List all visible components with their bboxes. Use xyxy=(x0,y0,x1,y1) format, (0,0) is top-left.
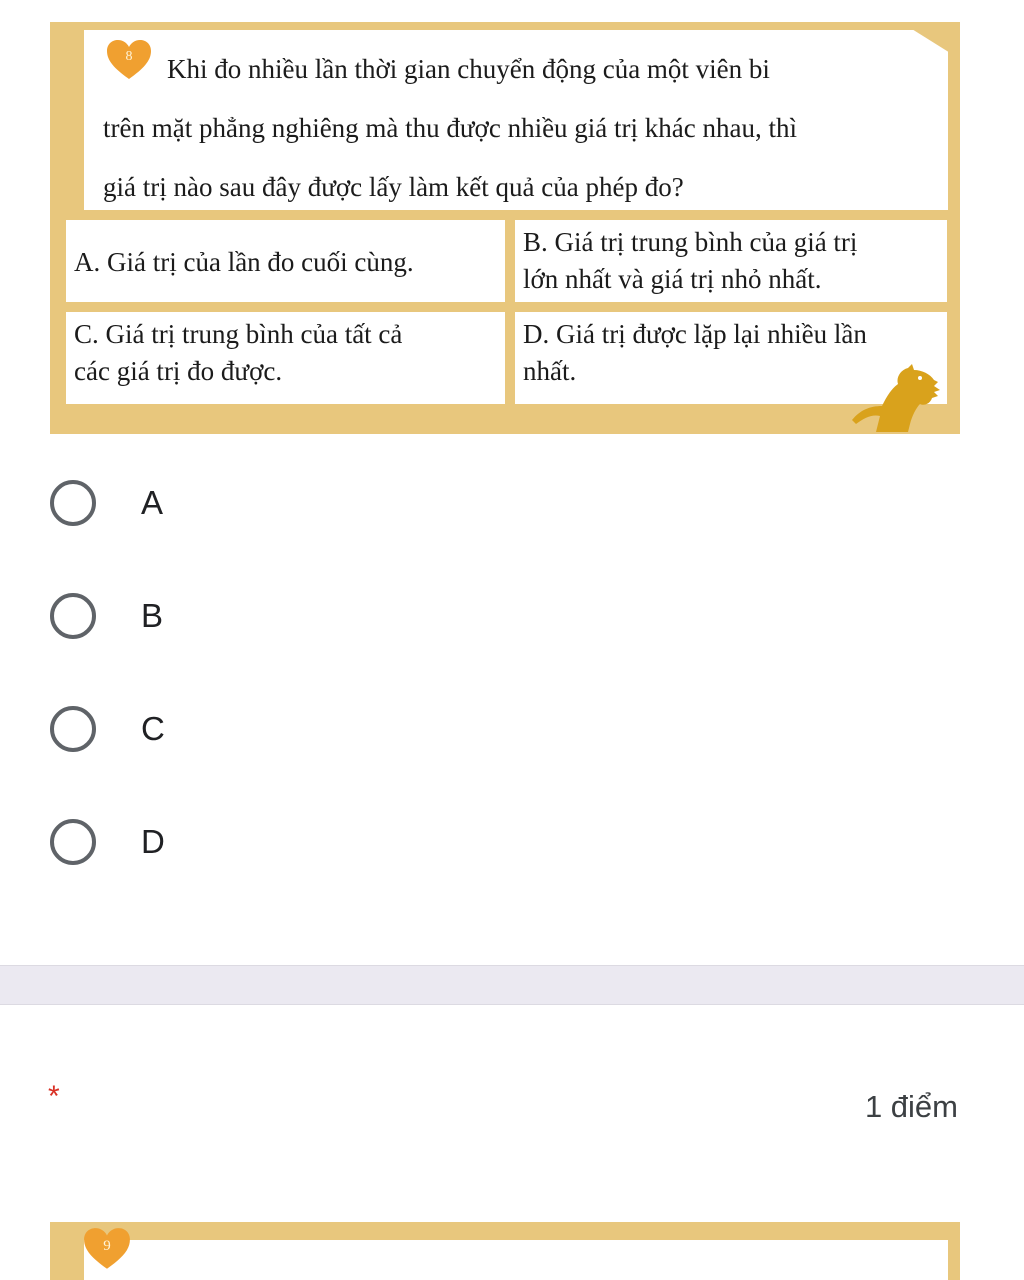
question-image xyxy=(50,22,960,434)
option-c-text: các giá trị đo được. xyxy=(74,356,283,386)
next-question-image xyxy=(50,1222,960,1280)
choice-d[interactable] xyxy=(50,819,450,875)
points-label: 1 điểm xyxy=(864,1089,958,1124)
radio-button-b[interactable] xyxy=(50,593,96,639)
horse-icon xyxy=(846,364,942,434)
card-separator xyxy=(0,965,1024,1005)
option-c-text: C. Giá trị trung bình của tất cả xyxy=(74,319,403,349)
choice-label: C xyxy=(141,710,165,747)
option-b-box xyxy=(515,220,947,302)
question-text-line: Khi đo nhiều lần thời gian chuyển động của một viên bi xyxy=(167,54,770,84)
option-b-text: lớn nhất và giá trị nhỏ nhất. xyxy=(523,264,822,294)
question-text-line: giá trị nào sau đây được lấy làm kết quả của phép đo? xyxy=(103,172,684,202)
radio-button-c[interactable] xyxy=(50,706,96,752)
radio-button-a[interactable] xyxy=(50,480,96,526)
choice-label: B xyxy=(141,597,164,634)
question-text xyxy=(103,40,963,217)
choice-a[interactable] xyxy=(50,480,450,536)
radio-button-d[interactable] xyxy=(50,819,96,865)
next-question-text-box xyxy=(84,1240,948,1280)
question-number: 8 xyxy=(125,49,133,64)
option-d-text: nhất. xyxy=(523,356,577,386)
next-question-number: 9 xyxy=(103,1238,111,1254)
option-b-text: B. Giá trị trung bình của giá trị xyxy=(523,227,858,257)
choice-b[interactable] xyxy=(50,593,450,649)
question-text-line: trên mặt phẳng nghiêng mà thu được nhiều giá trị khác nhau, thì xyxy=(103,113,797,143)
option-a-text: A. Giá trị của lần đo cuối cùng. xyxy=(74,247,414,277)
required-asterisk: * xyxy=(48,1080,60,1113)
choice-label: A xyxy=(141,484,164,521)
option-d-text: D. Giá trị được lặp lại nhiều lần xyxy=(523,319,867,349)
option-c-box xyxy=(66,312,505,404)
choice-c[interactable] xyxy=(50,706,450,762)
choice-label: D xyxy=(141,823,165,860)
option-a-box xyxy=(66,220,505,302)
